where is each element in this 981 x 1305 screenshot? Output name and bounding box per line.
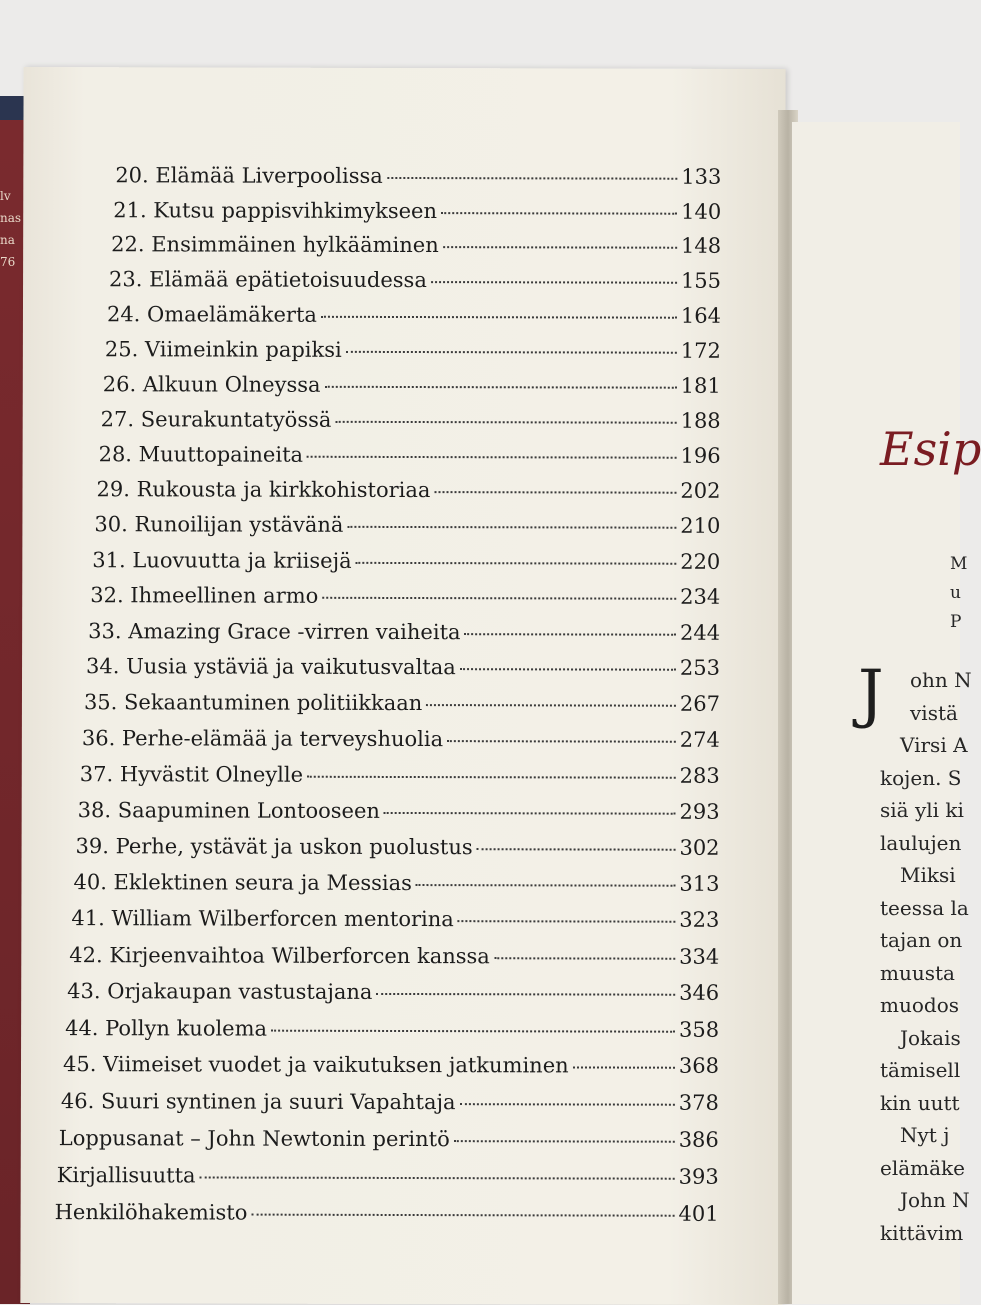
preface-body-line: teessa la <box>880 895 969 920</box>
toc-entry-page: 334 <box>679 944 720 969</box>
toc-entry-title: 37. Hyvästit Olneylle <box>79 762 304 787</box>
toc-entry <box>88 619 720 645</box>
toc-entry <box>71 906 719 932</box>
toc-entry <box>55 1200 719 1226</box>
toc-entry-page: 253 <box>679 655 721 680</box>
preface-body-line: laulujen <box>880 830 962 855</box>
toc-entry <box>80 762 720 788</box>
toc-entry <box>111 232 721 258</box>
toc-entry-page: 181 <box>680 373 721 398</box>
toc-entry-page: 378 <box>678 1090 719 1115</box>
toc-entry <box>101 407 721 433</box>
toc-dot-leader <box>454 1140 675 1143</box>
toc-entry <box>84 690 720 716</box>
toc-entry <box>113 198 721 224</box>
preface-body-line: muusta <box>880 960 955 985</box>
toc-entry <box>96 477 720 503</box>
preface-intro-line: u <box>950 583 961 603</box>
toc-entry-title: 22. Ensimmäinen hylkääminen <box>111 232 439 258</box>
toc-entry-page: 244 <box>680 620 721 645</box>
toc-dot-leader <box>434 491 676 494</box>
toc-dot-leader <box>376 993 675 996</box>
toc-entry-page: 133 <box>681 164 722 189</box>
toc-entry-title: 35. Sekaantuminen politiikkaan <box>83 690 423 716</box>
preface-intro-line: P <box>950 612 962 632</box>
toc-dot-leader <box>271 1030 675 1033</box>
toc-entry-title: 44. Pollyn kuolema <box>65 1016 268 1041</box>
toc-entry-page: 401 <box>678 1201 719 1226</box>
toc-dot-leader <box>447 740 676 743</box>
toc-dot-leader <box>347 526 676 529</box>
toc-entry <box>90 583 720 609</box>
toc-entry-page: 188 <box>680 408 721 433</box>
toc-entry-title: Kirjallisuutta <box>56 1163 196 1188</box>
preface-body-line: vistä <box>910 700 958 725</box>
toc-entry <box>63 1052 719 1078</box>
toc-entry-title: 38. Saapuminen Lontooseen <box>77 798 380 823</box>
toc-entry-page: 140 <box>681 199 722 224</box>
toc-entry-page: 358 <box>678 1017 720 1042</box>
toc-entry-page: 386 <box>678 1127 719 1152</box>
table-of-contents <box>24 67 786 1226</box>
toc-entry-title: 27. Seurakuntatyössä <box>100 407 332 432</box>
toc-entry <box>57 1163 719 1189</box>
toc-entry-page: 196 <box>680 443 721 468</box>
toc-entry-title: 40. Eklektinen seura ja Messias <box>73 870 412 896</box>
toc-entry-page: 393 <box>678 1164 719 1189</box>
toc-entry-page: 234 <box>680 584 721 609</box>
toc-entry-title: 26. Alkuun Olneyssa <box>102 372 321 397</box>
toc-dot-leader <box>384 812 676 815</box>
preface-dropcap: J <box>858 657 884 731</box>
left-page <box>20 67 785 1305</box>
toc-entry-title: 43. Orjakaupan vastustajana <box>67 979 373 1004</box>
toc-entry-title: 30. Runoilijan ystävänä <box>94 512 344 537</box>
toc-entry <box>76 834 720 860</box>
toc-entry-title: 24. Omaelämäkerta <box>106 302 317 327</box>
toc-entry-title: 46. Suuri syntinen ja suuri Vapahtaja <box>60 1089 456 1115</box>
toc-entry <box>59 1126 719 1152</box>
preface-body-line: siä yli ki <box>880 798 964 822</box>
cover-fragment: nas <box>0 211 22 225</box>
toc-entry-title: 36. Perhe-elämää ja terveyshuolia <box>81 726 444 752</box>
toc-entry <box>115 163 721 189</box>
preface-body-line: Miksi <box>900 863 956 887</box>
toc-dot-leader <box>460 668 676 671</box>
preface-body-line: muodos <box>880 993 959 1017</box>
toc-entry-title: 41. William Wilberforcen mentorina <box>71 906 454 932</box>
toc-entry-page: 172 <box>680 338 721 363</box>
toc-dot-leader <box>325 386 677 389</box>
toc-entry-page: 164 <box>680 303 722 328</box>
toc-entry <box>78 798 720 824</box>
toc-entry-page: 274 <box>679 727 720 752</box>
cover-fragment: na <box>0 233 15 247</box>
toc-entry-page: 293 <box>679 799 720 824</box>
toc-entry-title: 45. Viimeiset vuodet ja vaikutuksen jatkuminen <box>62 1052 569 1078</box>
toc-entry-page: 302 <box>679 835 720 860</box>
toc-dot-leader <box>441 212 677 215</box>
toc-entry-title: 42. Kirjeenvaihtoa Wilberforcen kanssa <box>69 943 490 969</box>
toc-dot-leader <box>321 316 677 319</box>
preface-body-line: Jokais <box>900 1025 961 1050</box>
toc-dot-leader <box>426 704 676 707</box>
toc-entry-page: 267 <box>679 691 720 716</box>
preface-intro-line: M <box>950 554 968 574</box>
right-page <box>792 122 981 1304</box>
toc-entry-page: 210 <box>680 513 721 538</box>
toc-entry <box>67 979 719 1005</box>
toc-dot-leader <box>346 351 677 354</box>
toc-dot-leader <box>494 957 675 959</box>
toc-entry-title: Loppusanat – John Newtonin perintö <box>58 1126 450 1152</box>
toc-entry-title: 23. Elämää epätietoisuudessa <box>109 267 427 293</box>
toc-entry <box>105 337 721 363</box>
toc-entry-title: 20. Elämää Liverpoolissa <box>115 163 383 188</box>
preface-body-line: kin uutt <box>880 1090 960 1115</box>
preface-heading: Esip <box>880 422 981 476</box>
toc-entry <box>61 1089 719 1115</box>
toc-entry <box>65 1016 719 1042</box>
toc-entry <box>94 512 720 538</box>
toc-dot-leader <box>465 633 677 636</box>
preface-body-line: tämisell <box>880 1058 961 1082</box>
toc-entry-page: 346 <box>679 980 720 1005</box>
toc-entry-title: 21. Kutsu pappisvihkimykseen <box>113 198 438 224</box>
toc-dot-leader <box>307 776 676 779</box>
toc-dot-leader <box>460 1103 675 1106</box>
cover-text-fragments <box>0 185 26 273</box>
cover-fragment: 76 <box>0 255 16 269</box>
toc-entry <box>73 870 719 896</box>
toc-dot-leader <box>387 177 677 180</box>
toc-dot-leader <box>416 884 675 887</box>
toc-entry-title: 32. Ihmeellinen armo <box>90 583 319 608</box>
toc-dot-leader <box>443 246 677 249</box>
toc-dot-leader <box>251 1214 674 1217</box>
toc-entry-page: 283 <box>679 763 720 788</box>
toc-entry-title: 25. Viimeinkin papiksi <box>104 337 342 362</box>
toc-entry-page: 313 <box>679 871 720 896</box>
toc-entry <box>86 654 720 680</box>
preface-body-line: kojen. S <box>880 765 962 790</box>
toc-entry <box>109 267 721 293</box>
toc-entry <box>92 548 720 574</box>
toc-dot-leader <box>335 421 676 424</box>
toc-dot-leader <box>431 281 677 284</box>
toc-dot-leader <box>307 456 676 459</box>
preface-body-line: Virsi A <box>900 733 968 757</box>
preface-body-line: kittävim <box>880 1220 964 1245</box>
toc-entry-title: 34. Uusia ystäviä ja vaikutusvaltaa <box>86 654 456 680</box>
toc-entry-page: 368 <box>678 1053 720 1078</box>
toc-dot-leader <box>458 920 675 923</box>
toc-entry <box>103 372 721 398</box>
preface-body-line: elämäke <box>880 1155 965 1180</box>
toc-entry-title: 33. Amazing Grace -virren vaiheita <box>88 619 461 645</box>
preface-body-line: Nyt j <box>900 1123 950 1147</box>
toc-entry-title: 28. Muuttopaineita <box>98 442 304 467</box>
cover-fragment: lv <box>0 189 11 203</box>
toc-entry <box>107 302 721 328</box>
toc-entry-title: 29. Rukousta ja kirkkohistoriaa <box>96 477 431 503</box>
toc-dot-leader <box>356 562 677 565</box>
toc-entry-page: 202 <box>680 478 721 503</box>
preface-body-line: ohn N <box>910 668 972 692</box>
preface-body-line: John N <box>900 1188 970 1212</box>
toc-entry-page: 323 <box>679 907 720 932</box>
preface-body-line: tajan on <box>880 928 963 952</box>
toc-entry-title: 39. Perhe, ystävät ja uskon puolustus <box>75 834 473 860</box>
toc-entry-title: Henkilöhakemisto <box>54 1200 248 1225</box>
toc-entry-page: 148 <box>681 233 722 258</box>
toc-entry-page: 220 <box>680 549 721 574</box>
toc-entry-title: 31. Luovuutta ja kriisejä <box>92 548 352 573</box>
toc-entry <box>69 943 719 969</box>
toc-entry-page: 155 <box>680 268 722 293</box>
toc-dot-leader <box>477 848 676 851</box>
toc-entry <box>82 726 720 752</box>
toc-dot-leader <box>573 1066 675 1068</box>
toc-dot-leader <box>322 597 676 600</box>
toc-entry <box>99 442 721 468</box>
toc-dot-leader <box>200 1176 675 1179</box>
